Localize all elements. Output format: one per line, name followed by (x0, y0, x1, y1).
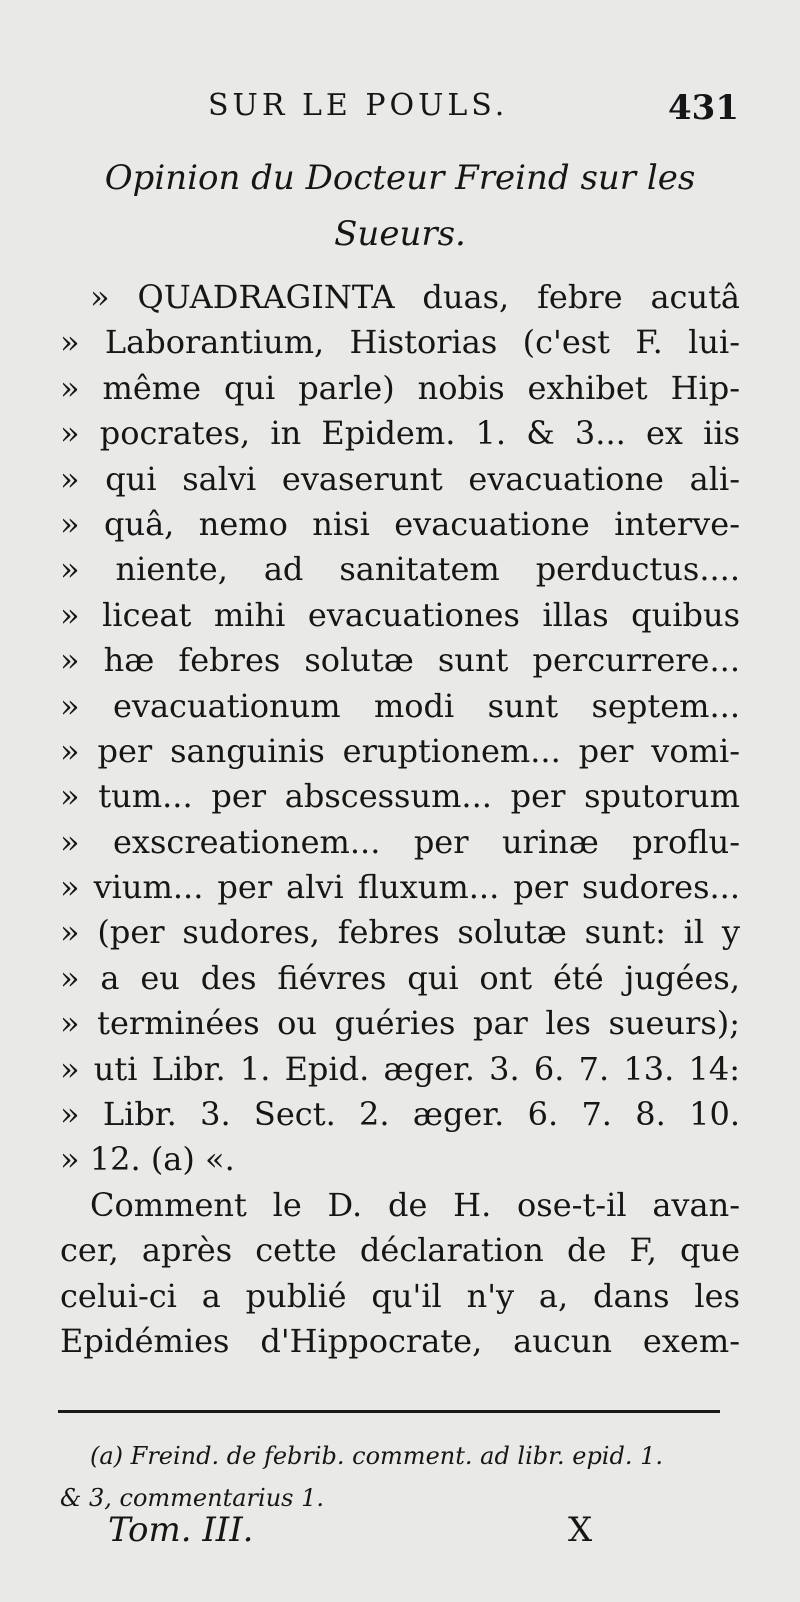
footnote-divider (58, 1410, 720, 1413)
page-number: 431 (668, 88, 739, 128)
text-line: » exscreationem... per urinæ proflu- (60, 822, 740, 861)
signature-line (0, 1510, 800, 1560)
text-line: » hæ febres solutæ sunt percurrere... (60, 641, 740, 680)
footnote (60, 1435, 740, 1519)
text-line: » tum... per abscessum... per sputorum (60, 777, 740, 816)
volume-label: Tom. III. (108, 1510, 254, 1550)
text-line: » (per sudores, febres solutæ sunt: il y (60, 913, 740, 952)
text-line: » evacuationum modi sunt septem... (60, 686, 740, 725)
footnote-line: (a) Freind. de febrib. comment. ad libr. epid. 1. (90, 1442, 663, 1470)
text-line: » même qui parle) nobis exhibet Hip- (60, 368, 740, 407)
text-line: » uti Libr. 1. Epid. æger. 3. 6. 7. 13. 14: (60, 1049, 740, 1088)
text-line: Epidémies d'Hippocrate, aucun exem- (60, 1321, 740, 1360)
text-line: » Laborantium, Historias (c'est F. lui- (60, 323, 740, 362)
text-line: » 12. (a) «. (60, 1140, 235, 1179)
text-line: cer, après cette déclaration de F, que (60, 1231, 740, 1270)
page-header (0, 88, 800, 128)
text-line: » terminées ou guéries par les sueurs); (60, 1004, 740, 1043)
text-line: » a eu des fiévres qui ont été jugées, (60, 958, 740, 997)
text-line: celui-ci a publié qu'il n'y a, dans les (60, 1276, 740, 1315)
section-title-line-1: Opinion du Docteur Freind sur les (104, 158, 696, 198)
text-line: » niente, ad sanitatem perductus.... (60, 550, 740, 589)
section-title-line-2: Sueurs. (334, 214, 466, 254)
text-line: » quâ, nemo nisi evacuatione interve- (60, 504, 740, 543)
text-line: » vium... per alvi fluxum... per sudores... (60, 868, 740, 907)
text-line: Comment le D. de H. ose-t-il avan- (90, 1185, 740, 1224)
text-line: » Libr. 3. Sect. 2. æger. 6. 7. 8. 10. (60, 1095, 740, 1134)
body-text (60, 275, 740, 1364)
signature-mark: X (568, 1510, 593, 1550)
text-line: » pocrates, in Epidem. 1. & 3... ex iis (60, 414, 740, 453)
footnote-line: & 3, commentarius 1. (60, 1484, 324, 1512)
text-line: » liceat mihi evacuationes illas quibus (60, 595, 740, 634)
text-line: » qui salvi evaserunt evacuatione ali- (60, 459, 740, 498)
section-title (60, 150, 740, 262)
text-line: » per sanguinis eruptionem... per vomi- (60, 731, 740, 770)
text-line: » QUADRAGINTA duas, febre acutâ (90, 278, 740, 316)
running-title: SUR LE POULS. (208, 88, 509, 123)
